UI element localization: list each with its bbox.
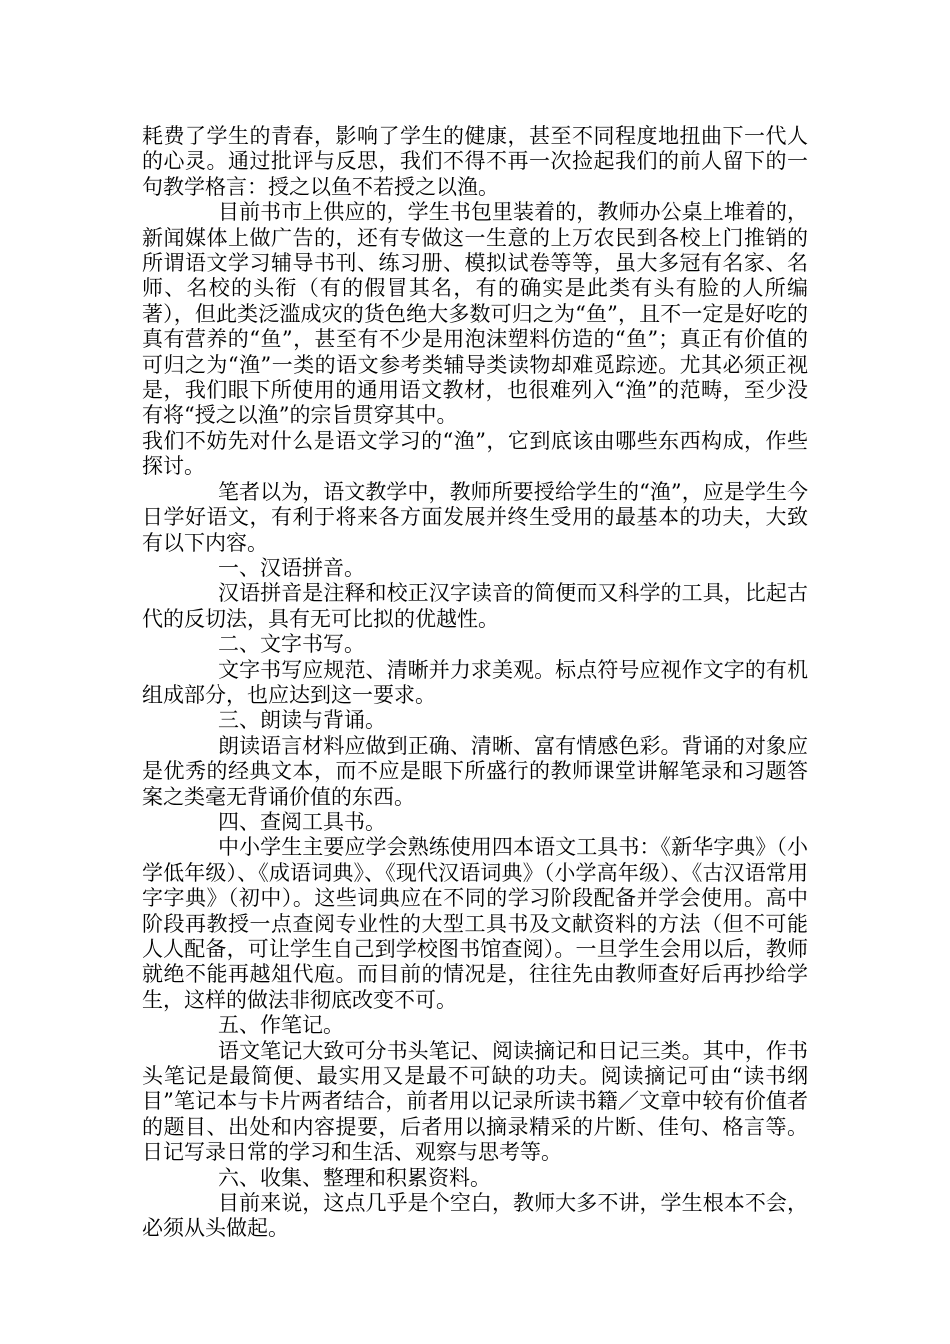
section-heading: 五、作笔记。 [218, 1013, 344, 1038]
paragraph: 汉语拼音是注释和校正汉字读音的简便而又科学的工具，比起古代的反切法，具有无可比拟的优越性。 [142, 581, 808, 631]
paragraph: 笔者以为，语文教学中，教师所要授给学生的“渔”，应是学生今日学好语文，有利于将来各方面发展并终生受用的最基本的功夫，大致有以下内容。 [142, 479, 808, 555]
paragraph: 目前来说，这点几乎是个空白，教师大多不讲，学生根本不会，必须从头做起。 [142, 1191, 808, 1241]
section-heading: 六、收集、整理和积累资料。 [218, 1165, 491, 1190]
section-heading: 一、汉语拼音。 [218, 555, 365, 580]
section-heading: 二、文字书写。 [218, 632, 365, 657]
paragraph: 我们不妨先对什么是语文学习的“渔”，它到底该由哪些东西构成，作些探讨。 [142, 428, 808, 479]
paragraph: 语文笔记大致可分书头笔记、阅读摘记和日记三类。其中，作书头笔记是最简便、最实用又是最不可缺的功夫。阅读摘记可由“读书纲目”笔记本与卡片两者结合，前者用以记录所读书籍／文章中较有价值者的题目、出处和内容提要，后者用以摘录精采的片断、佳句、格言等。日记写录日常的学习和生活、观察与思考等。 [142, 1038, 808, 1165]
section-heading: 三、朗读与背诵。 [218, 708, 386, 733]
paragraph: 文字书写应规范、清晰并力求美观。标点符号应视作文字的有机组成部分，也应达到这一要求。 [142, 657, 808, 707]
paragraph: 朗读语言材料应做到正确、清晰、富有情感色彩。背诵的对象应是优秀的经典文本，而不应是眼下所盛行的教师课堂讲解笔录和习题答案之类毫无背诵价值的东西。 [142, 733, 808, 809]
paragraph: 耗费了学生的青春，影响了学生的健康，甚至不同程度地扭曲下一代人的心灵。通过批评与反思，我们不得不再一次捡起我们的前人留下的一句教学格言：授之以鱼不若授之以渔。 [142, 124, 808, 199]
document-body [142, 124, 808, 1242]
paragraph: 目前书市上供应的，学生书包里装着的，教师办公桌上堆着的，新闻媒体上做广告的，还有专做这一生意的上万农民到各校上门推销的所谓语文学习辅导书刊、练习册、模拟试卷等等，虽大多冠有名家、名师、名校的头衔（有的假冒其名，有的确实是此类有头有脸的人所编著），但此类泛滥成灾的货色绝大多数可归之为“鱼”，且不一定是好吃的真有营养的“鱼”，甚至有不少是用泡沫塑料仿造的“鱼”；真正有价值的可归之为“渔”一类的语文参考类辅导类读物却难觅踪迹。尤其必须正视是，我们眼下所使用的通用语文教材，也很难列入“渔”的范畴，至少没有将“授之以渔”的宗旨贯穿其中。 [142, 200, 808, 428]
section-heading: 四、查阅工具书。 [218, 809, 386, 834]
paragraph: 中小学生主要应学会熟练使用四本语文工具书：《新华字典》（小学低年级）、《成语词典》、《现代汉语词典》（小学高年级）、《古汉语常用字字典》（初中）。这些词典应在不同的学习阶段配备并学会使用。高中阶段再教授一点查阅专业性的大型工具书及文献资料的方法（但不可能人人配备，可让学生自己到学校图书馆查阅）。一旦学生会用以后，教师就绝不能再越俎代庖。而目前的情况是，往往先由教师查好后再抄给学生，这样的做法非彻底改变不可。 [142, 835, 808, 1012]
